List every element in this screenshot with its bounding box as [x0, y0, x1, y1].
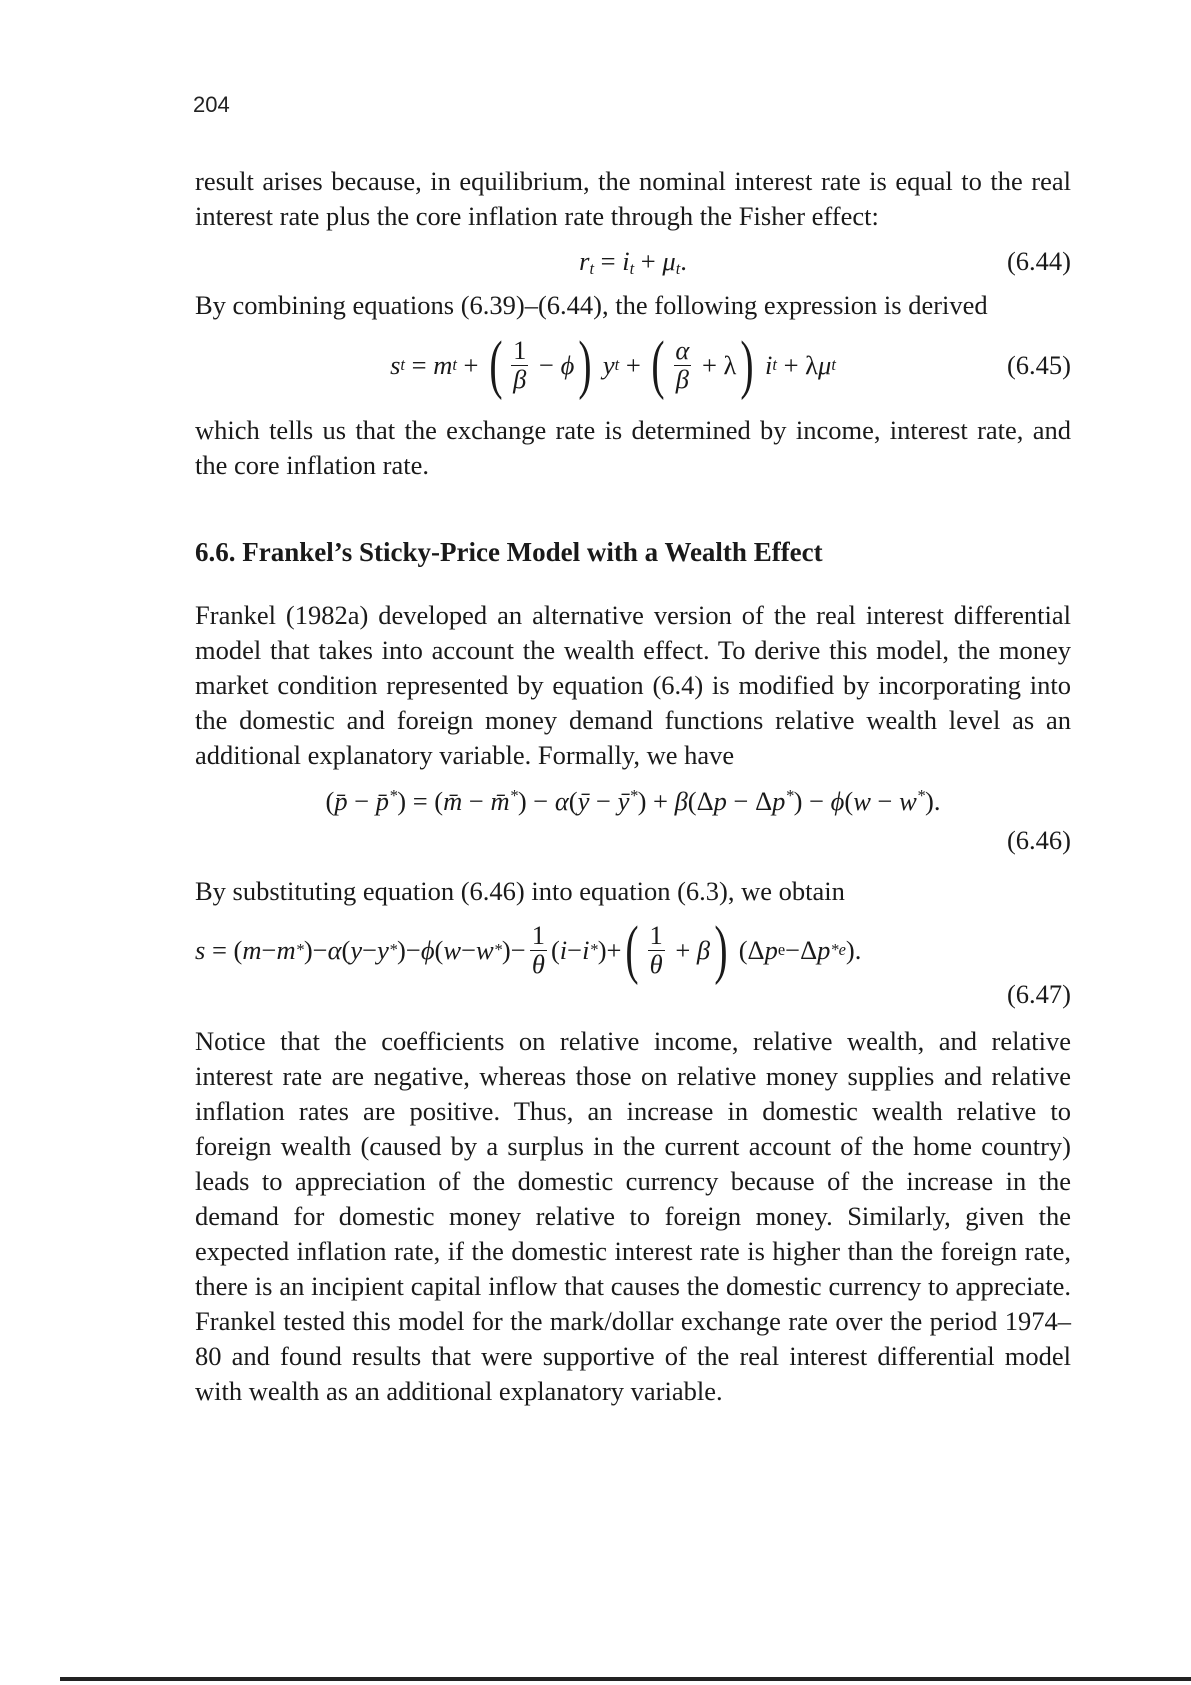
equation-6-47-expression: s = ( m − m * )− α ( y − y * )− ϕ ( w − w * )− $\frac{1}{\theta}$ ( i − i * )+ ( $\frac{1}{\theta}$ + β ) (Δ p e −Δ p *e ). — [195, 913, 862, 986]
equation-6-45 — [195, 325, 1071, 405]
paragraph-exchange-rate-determined: which tells us that the exchange rate is determined by income, interest rate, and the core inflation rate. — [195, 415, 1071, 480]
paragraph-frankel-model: Frankel (1982a) developed an alternative version of the real interest differential model that takes into account the wealth effect. To derive this model, the money market condition represented by equation (6.4) is modified by incorporating into the domestic and foreign money demand functions relative wealth level as an additional explanatory variable. Formally, we have — [195, 600, 1071, 770]
paragraph-coefficients: Notice that the coefficients on relative income, relative wealth, and relative interest rate are negative, whereas those on relative money supplies and relative inflation rates are positive. Thus, an increase in domestic wealth relative to foreign wealth (caused by a surplus in the current account of the home country) leads to appreciation of the domestic currency because of the increase in the demand for domestic money relative to foreign money. Similarly, given the expected inflation rate, if the domestic interest rate is higher than the foreign rate, there is an incipient capital inflow that causes the domestic currency to appreciate. Frankel tested this model for the mark/dollar exchange rate over the period 1974–80 and found results that were supportive of the real interest differential model with wealth as an additional explanatory variable. — [195, 1026, 1071, 1406]
page-number: 204 — [193, 92, 230, 117]
equation-number: (6.45) — [1006, 349, 1071, 380]
equation-number: (6.44) — [1006, 245, 1071, 276]
equation-6-45-expression: s t = m t + ( $\frac{1}{\beta}$ − ϕ ) y t + ( $\frac{\alpha}{\beta}$ + λ ) i t + λ μ t — [390, 328, 836, 401]
page-body — [195, 164, 1071, 1409]
equation-6-44-expression: $r_t = i_t + \mu_t$. — [579, 245, 687, 278]
equation-6-46 — [195, 779, 1071, 823]
paragraph-combining: By combining equations (6.39)–(6.44), the following expression is derived — [195, 290, 988, 320]
equation-6-44 — [195, 240, 1071, 282]
equation-6-46-expression: (p̄ − p̄*) = (m̄ − m̄*) − α(ȳ − ȳ*) + β(Δp − Δp*) − ϕ(w − w*). — [325, 785, 941, 816]
equation-number: (6.47) — [1006, 979, 1071, 1009]
paragraph-fisher-effect: result arises because, in equilibrium, the nominal interest rate is equal to the real interest rate plus the core inflation rate through the Fisher effect: — [195, 166, 1071, 231]
bottom-rule — [60, 1677, 1191, 1681]
section-heading: 6.6. Frankel’s Sticky-Price Model with a Wealth Effect — [195, 537, 823, 567]
equation-number: (6.46) — [1006, 825, 1071, 855]
paragraph-substituting: By substituting equation (6.46) into equation (6.3), we obtain — [195, 876, 845, 906]
equation-6-47 — [195, 913, 1071, 987]
